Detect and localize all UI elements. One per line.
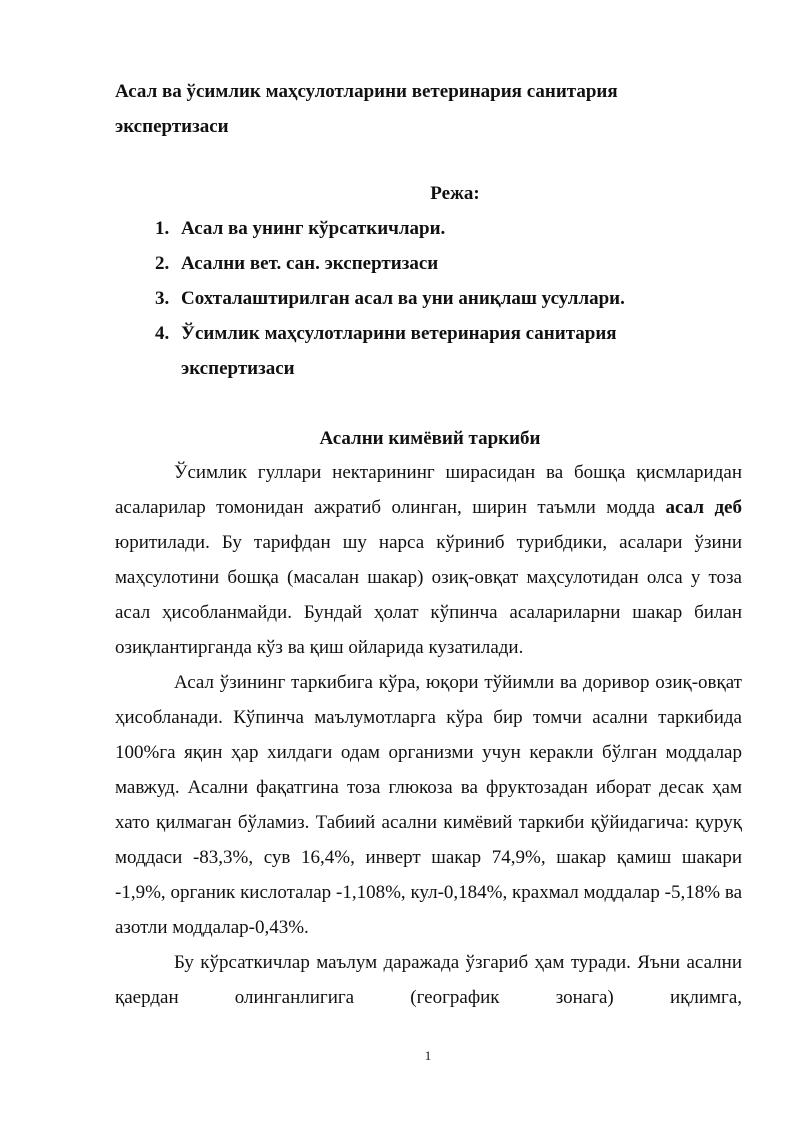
plan-heading: Режа: bbox=[430, 183, 480, 204]
plan-item bbox=[155, 281, 715, 316]
plan-item-text: Асал ва унинг кўрсаткичлари. bbox=[181, 218, 446, 239]
plan-item-text: Асални вет. сан. экспертизаси bbox=[181, 253, 439, 274]
plan-item bbox=[155, 211, 715, 246]
plan-item-number: 4. bbox=[155, 323, 170, 344]
plan-item-text: Сохталаштирилган асал ва уни аниқлаш усуллари. bbox=[181, 288, 625, 309]
page-number: 1 bbox=[424, 1048, 432, 1063]
document-title: Асал ва ўсимлик маҳсулотларини ветеринария санитария экспертизаси bbox=[115, 81, 618, 137]
section-heading: Асални кимёвий таркиби bbox=[319, 428, 541, 449]
plan-item-number: 2. bbox=[155, 253, 170, 274]
section-body bbox=[115, 455, 742, 1015]
plan-item-number: 3. bbox=[155, 288, 170, 309]
paragraph: Бу кўрсаткичлар маълум даражада ўзгариб ҳам туради. Яъни асални қаердан олинганлигига (географик зонага) иқлимга, bbox=[115, 952, 742, 1008]
paragraph-text: юритилади. Бу тарифдан шу нарса кўриниб турибдики, асалари ўзини маҳсулотини бошқа (масалан шакар) озиқ-овқат маҳсулотидан олса у тоза асал ҳисобланмайди. Бундай ҳолат кўпинча асалариларни шакар билан озиқлантирганда кўз ва қиш ойларида кузатилади. bbox=[115, 532, 742, 658]
paragraph: Асал ўзининг таркибига кўра, юқори тўйимли ва доривор озиқ-овқат ҳисобланади. Кўпинча маълумотларга кўра бир томчи асални таркибида 100%га яқин ҳар хилдаги одам организми учун керакли бўлган моддалар мавжуд. Асални фақатгина тоза глюкоза ва фруктозадан иборат десак ҳам хато қилмаган бўламиз. Табиий асални кимёвий таркиби қўйидагича: қуруқ моддаси -83,3%, сув 16,4%, инверт шакар 74,9%, шакар қамиш шакари -1,9%, органик кислоталар -1,108%, кул-0,184%, крахмал моддалар -5,18% ва азотли моддалар-0,43%. bbox=[115, 672, 742, 938]
paragraph bbox=[115, 455, 742, 665]
plan-item bbox=[155, 316, 715, 386]
emphasized-term: асал деб bbox=[665, 497, 742, 518]
plan-item-number: 1. bbox=[155, 218, 170, 239]
paragraph-text: Ўсимлик гуллари нектарининг ширасидан ва бошқа қисмларидан асаларилар томонидан ажратиб олинган, ширин таъмли модда bbox=[115, 462, 742, 518]
plan-list bbox=[155, 211, 715, 386]
plan-item bbox=[155, 246, 715, 281]
plan-item-text: Ўсимлик маҳсулотларини ветеринария санитария экспертизаси bbox=[181, 323, 617, 379]
